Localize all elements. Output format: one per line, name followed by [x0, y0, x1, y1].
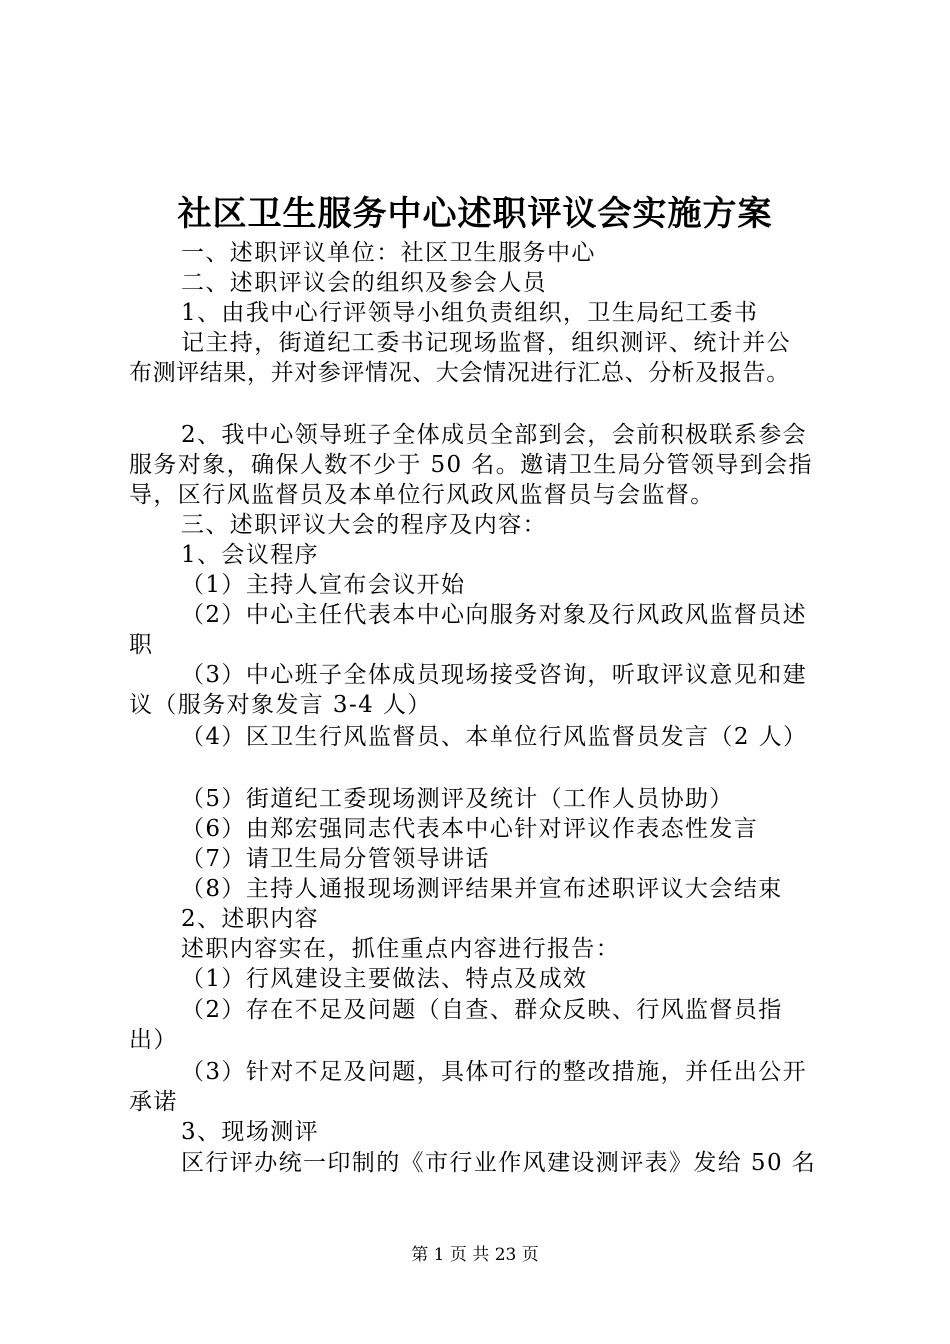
- text-line: 议（服务对象发言 3-4 人）: [129, 692, 432, 718]
- text-line: （1）行风建设主要做法、特点及成效: [181, 966, 588, 992]
- text-line: （3）中心班子全体成员现场接受咨询，听取评议意见和建: [181, 662, 808, 688]
- document-title: 社区卫生服务中心述职评议会实施方案: [177, 194, 773, 234]
- page-number: 第 1 页 共 23 页: [411, 1245, 539, 1265]
- text-line: 布测评结果，并对参评情况、大会情况进行汇总、分析及报告。: [129, 360, 790, 386]
- text-line: 职: [129, 632, 154, 658]
- text-line: 一、述职评议单位：社区卫生服务中心: [181, 240, 596, 266]
- text-line: 出）: [129, 1027, 178, 1053]
- text-line: 三、述职评议大会的程序及内容：: [181, 512, 547, 538]
- text-line: 述职内容实在，抓住重点内容进行报告：: [181, 936, 621, 962]
- text-line: 导，区行风监督员及本单位行风政风监督员与会监督。: [129, 482, 715, 508]
- text-line: （1）主持人宣布会议开始: [181, 572, 466, 598]
- text-line: （2）中心主任代表本中心向服务对象及行风政风监督员述: [181, 602, 808, 628]
- text-line: 区行评办统一印制的《市行业作风建设测评表》发给 50 名: [181, 1150, 817, 1176]
- text-line: （2）存在不足及问题（自查、群众反映、行风监督员指: [181, 997, 783, 1023]
- text-line: （3）针对不足及问题，具体可行的整改措施，并任出公开: [181, 1059, 808, 1085]
- text-line: 1、由我中心行评领导小组负责组织，卫生局纪工委书: [181, 300, 759, 326]
- text-line: 承诺: [129, 1089, 178, 1115]
- text-line: （5）街道纪工委现场测评及统计（工作人员协助）: [181, 786, 734, 812]
- text-line: 二、述职评议会的组织及参会人员: [181, 270, 547, 296]
- text-line: （6）由郑宏强同志代表本中心针对评议作表态性发言: [181, 816, 759, 842]
- text-line: 2、我中心领导班子全体成员全部到会，会前积极联系参会: [181, 422, 808, 448]
- text-line: 服务对象，确保人数不少于 50 名。邀请卫生局分管领导到会指: [129, 452, 813, 478]
- text-line: （7）请卫生局分管领导讲话: [181, 846, 490, 872]
- text-line: 3、现场测评: [181, 1119, 320, 1145]
- text-line: （8）主持人通报现场测评结果并宣布述职评议大会结束: [181, 876, 783, 902]
- text-line: 记主持，街道纪工委书记现场监督，组织测评、统计并公: [181, 330, 791, 356]
- text-line: 2、述职内容: [181, 906, 320, 932]
- text-line: （4）区卫生行风监督员、本单位行风监督员发言（2 人）: [181, 724, 808, 750]
- text-line: 1、会议程序: [181, 542, 320, 568]
